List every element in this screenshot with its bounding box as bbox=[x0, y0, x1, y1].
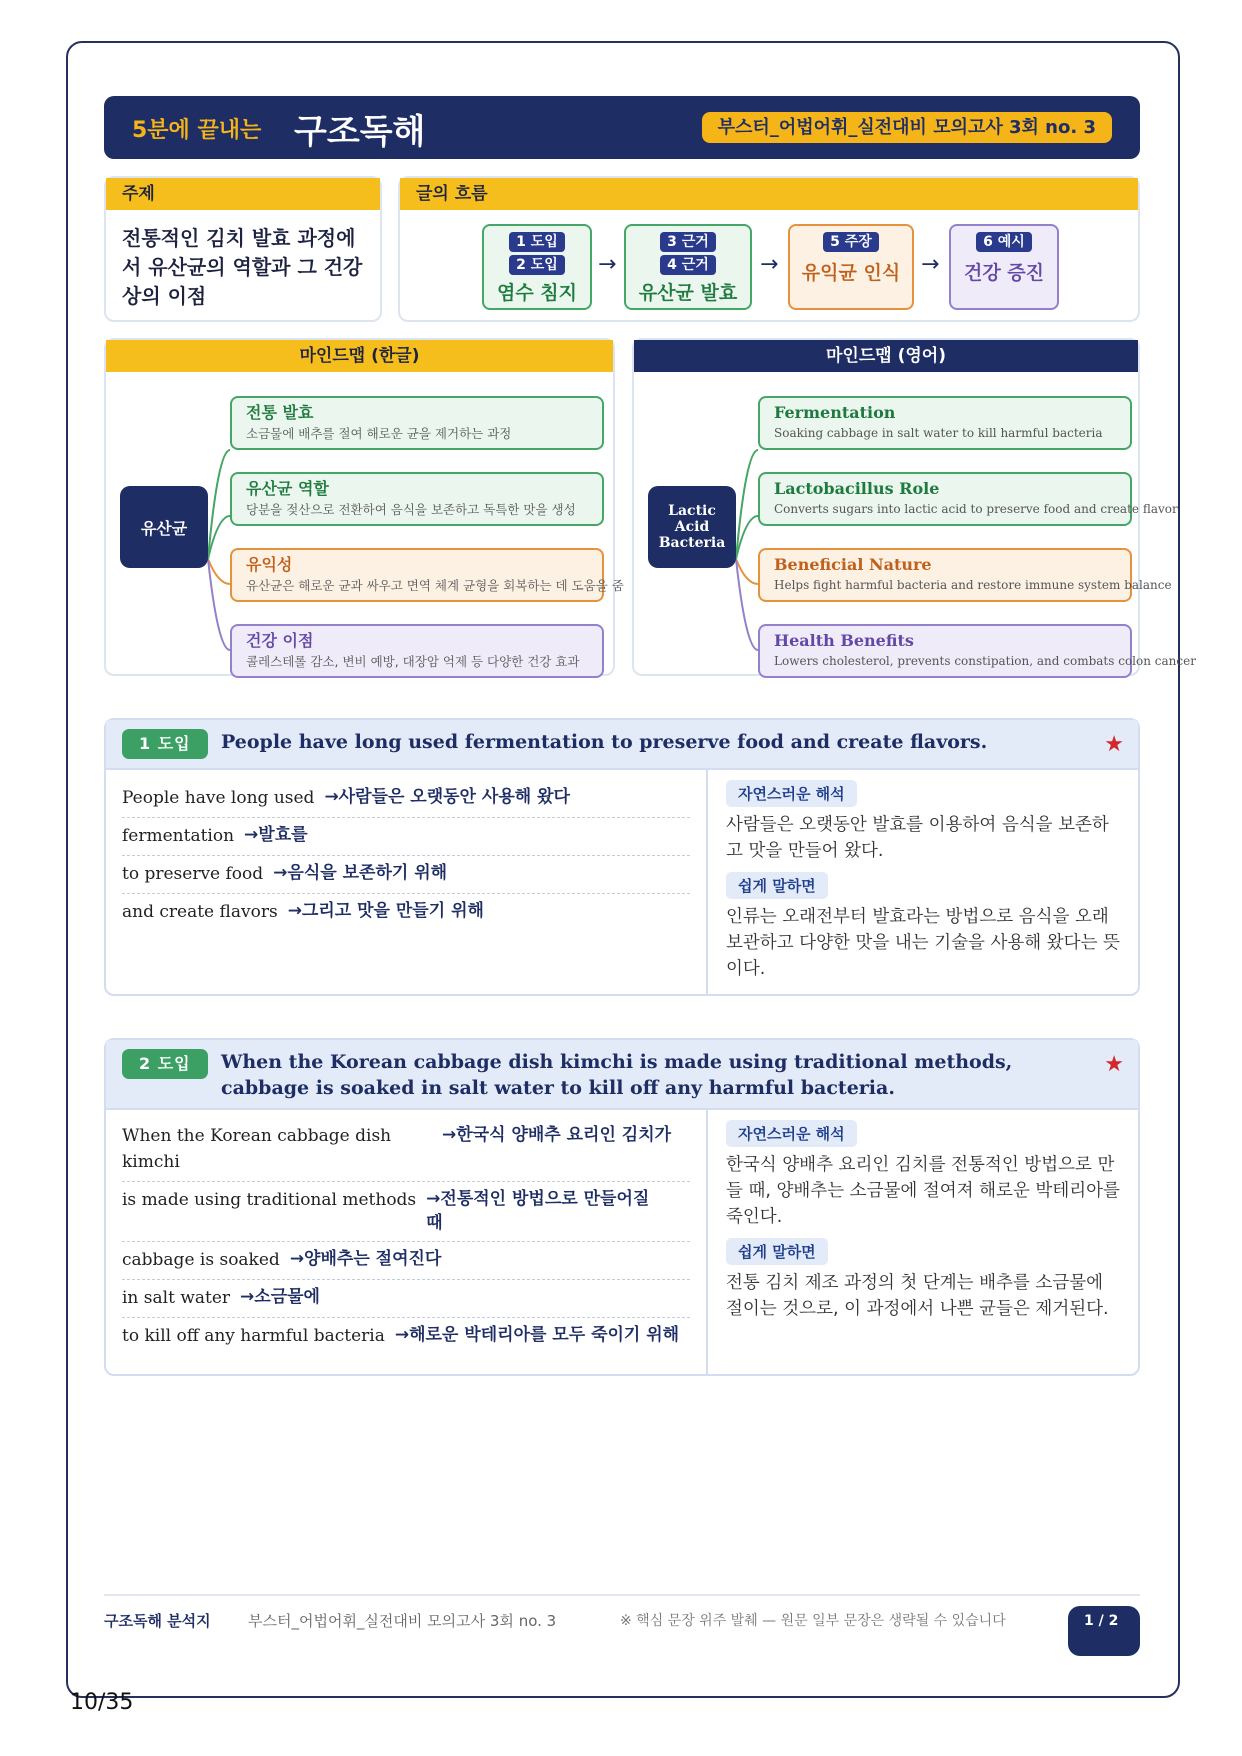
header-subtitle: 5분에 끝내는 bbox=[132, 118, 262, 143]
chunk-korean: →전통적인 방법으로 만들어질 때 bbox=[426, 1189, 650, 1233]
mindmap-node bbox=[230, 472, 604, 526]
node-title: 전통 발효 bbox=[246, 403, 314, 422]
node-title: Health Benefits bbox=[774, 631, 914, 650]
chunk-korean: →발효를 bbox=[244, 825, 308, 845]
page-indicator: 1 / 2 bbox=[1068, 1606, 1140, 1656]
node-description: 콜레스테롤 감소, 변비 예방, 대장암 억제 등 다양한 건강 효과 bbox=[246, 654, 580, 669]
node-title: Lactobacillus Role bbox=[774, 479, 940, 498]
header-banner bbox=[104, 96, 1140, 159]
node-title: 건강 이점 bbox=[246, 631, 314, 650]
flow-arrow: → bbox=[921, 252, 940, 277]
flow-step-label: 건강 증진 bbox=[963, 262, 1045, 284]
mindmap-node bbox=[758, 472, 1178, 526]
chunk-english: and create flavors bbox=[122, 902, 278, 922]
flow-step-4 bbox=[949, 224, 1059, 310]
mindmap-hub: Lactic Acid Bacteria bbox=[648, 486, 736, 568]
sentence-section-2 bbox=[104, 1038, 1140, 1376]
node-title: Fermentation bbox=[774, 403, 896, 422]
chunk-row bbox=[122, 1280, 690, 1318]
chunk-korean: →양배추는 절여진다 bbox=[289, 1249, 442, 1269]
flow-step-label: 염수 침지 bbox=[496, 282, 578, 304]
chunk-row bbox=[122, 1118, 690, 1182]
mindmap-node bbox=[758, 624, 1196, 678]
footer-source: 부스터_어법어휘_실전대비 모의고사 3회 no. 3 bbox=[248, 1612, 557, 1630]
node-description: Converts sugars into lactic acid to preserve food and create flavor bbox=[774, 502, 1178, 516]
mindmap-korean bbox=[104, 338, 624, 676]
easy-label: 쉽게 말하면 bbox=[726, 1238, 828, 1265]
flow-step-tag: 2 도입 bbox=[509, 255, 565, 275]
footer bbox=[104, 1594, 1140, 1630]
chunk-english: People have long used bbox=[122, 788, 315, 808]
chunk-korean: →소금물에 bbox=[240, 1287, 320, 1307]
flow-step-tag: 3 근거 bbox=[660, 232, 716, 252]
mindmap-title: 마인드맵 (영어) bbox=[634, 340, 1138, 372]
mindmap-title: 마인드맵 (한글) bbox=[106, 340, 613, 372]
section-sentence: People have long used fermentation to preserve food and create flavors. bbox=[221, 731, 988, 753]
chunk-list bbox=[106, 1118, 706, 1355]
natural-translation: 사람들은 오랫동안 발효를 이용하여 음식을 보존하고 맛을 만들어 왔다. bbox=[726, 815, 1109, 861]
chunk-list bbox=[106, 780, 706, 931]
node-description: 당분을 젖산으로 전환하여 음식을 보존하고 독특한 맛을 생성 bbox=[246, 502, 576, 517]
chunk-row bbox=[122, 818, 690, 856]
flow-step-2 bbox=[624, 224, 752, 310]
flow-box bbox=[398, 176, 1140, 322]
section-header bbox=[106, 720, 1138, 770]
chunk-english: in salt water bbox=[122, 1288, 231, 1308]
mindmap-node bbox=[758, 548, 1172, 602]
interpretation-panel bbox=[706, 770, 1138, 994]
chunk-korean: →사람들은 오랫동안 사용해 왔다 bbox=[324, 787, 570, 807]
interpretation-panel bbox=[706, 1110, 1138, 1374]
chunk-row bbox=[122, 894, 690, 931]
node-description: Lowers cholesterol, prevents constipation, and combats colon cancer bbox=[774, 654, 1196, 668]
chunk-row bbox=[122, 1318, 690, 1355]
footer-note: ※ 핵심 문장 위주 발췌 — 원문 일부 문장은 생략될 수 있습니다 bbox=[620, 1613, 1006, 1629]
chunk-english: fermentation bbox=[122, 826, 235, 846]
flow-step-label: 유산균 발효 bbox=[638, 282, 738, 304]
chunk-row bbox=[122, 1182, 690, 1242]
section-header bbox=[106, 1040, 1138, 1110]
node-title: Beneficial Nature bbox=[774, 555, 932, 574]
natural-label: 자연스러운 해석 bbox=[726, 780, 857, 807]
flow-step-tag: 6 예시 bbox=[976, 232, 1032, 252]
footer-title: 구조독해 분석지 bbox=[104, 1612, 211, 1630]
node-title: 유익성 bbox=[246, 555, 293, 574]
chunk-english: is made using traditional methods bbox=[122, 1190, 417, 1210]
flow-arrow: → bbox=[598, 252, 617, 277]
header-title: 구조독해 bbox=[294, 112, 426, 152]
node-description: Soaking cabbage in salt water to kill harmful bacteria bbox=[774, 426, 1103, 440]
flow-step-1 bbox=[482, 224, 592, 310]
flow-step-tag: 5 주장 bbox=[823, 232, 879, 252]
node-title: 유산균 역할 bbox=[246, 479, 329, 498]
header-badge: 부스터_어법어휘_실전대비 모의고사 3회 no. 3 bbox=[702, 112, 1112, 143]
sentence-section-1 bbox=[104, 718, 1140, 996]
flow-step-tag: 1 도입 bbox=[509, 232, 565, 252]
star-icon: ★ bbox=[1104, 1052, 1124, 1077]
chunk-korean: →그리고 맛을 만들기 위해 bbox=[287, 901, 484, 921]
natural-translation: 한국식 양배추 요리인 김치를 전통적인 방법으로 만들 때, 양배추는 소금물에 절여져 해로운 박테리아를 죽인다. bbox=[726, 1155, 1120, 1227]
chunk-korean: →음식을 보존하기 위해 bbox=[273, 863, 448, 883]
section-badge: 1 도입 bbox=[122, 729, 208, 759]
chunk-english: cabbage is soaked bbox=[122, 1250, 280, 1270]
chunk-korean: →해로운 박테리아를 모두 죽이기 위해 bbox=[394, 1325, 680, 1345]
chunk-row bbox=[122, 1242, 690, 1280]
topic-text: 전통적인 김치 발효 과정에서 유산균의 역할과 그 건강상의 이점 bbox=[122, 226, 363, 308]
node-description: 유산균은 해로운 균과 싸우고 면역 체계 균형을 회복하는 데 도움을 줌 bbox=[246, 578, 624, 593]
chunk-row bbox=[122, 780, 690, 818]
mindmap-hub: 유산균 bbox=[120, 486, 208, 568]
flow-step-tag: 4 근거 bbox=[660, 255, 716, 275]
flow-step-3 bbox=[788, 224, 914, 310]
node-description: Helps fight harmful bacteria and restore immune system balance bbox=[774, 578, 1172, 592]
star-icon: ★ bbox=[1104, 732, 1124, 757]
natural-label: 자연스러운 해석 bbox=[726, 1120, 857, 1147]
easy-explanation: 인류는 오래전부터 발효라는 방법으로 음식을 오래 보관하고 다양한 맛을 내는 기술을 사용해 왔다는 뜻이다. bbox=[726, 907, 1120, 979]
mindmap-node bbox=[758, 396, 1132, 450]
chunk-english: When the Korean cabbage dish kimchi bbox=[122, 1126, 392, 1172]
topic-box bbox=[104, 176, 382, 322]
chunk-korean: →한국식 양배추 요리인 김치가 bbox=[442, 1125, 672, 1145]
topic-label: 주제 bbox=[106, 178, 380, 210]
mindmap-node bbox=[230, 396, 604, 450]
flow-arrow: → bbox=[760, 252, 779, 277]
chunk-english: to kill off any harmful bacteria bbox=[122, 1326, 385, 1346]
flow-step-label: 유익균 인식 bbox=[801, 262, 901, 284]
section-sentence: When the Korean cabbage dish kimchi is made using traditional methods, cabbage is soaked in salt water to kill off any harmful bacteria. bbox=[221, 1051, 1013, 1099]
chunk-english: to preserve food bbox=[122, 864, 264, 884]
section-badge: 2 도입 bbox=[122, 1049, 208, 1079]
flow-label: 글의 흐름 bbox=[400, 178, 1138, 210]
chunk-row bbox=[122, 856, 690, 894]
page-counter: 10/35 bbox=[70, 1690, 134, 1715]
easy-label: 쉽게 말하면 bbox=[726, 872, 828, 899]
mindmap-node bbox=[230, 624, 604, 678]
easy-explanation: 전통 김치 제조 과정의 첫 단계는 배추를 소금물에 절이는 것으로, 이 과정에서 나쁜 균들은 제거된다. bbox=[726, 1273, 1109, 1319]
mindmap-english bbox=[632, 338, 1196, 676]
node-description: 소금물에 배추를 절여 해로운 균을 제거하는 과정 bbox=[246, 426, 512, 441]
mindmap-node bbox=[230, 548, 624, 602]
